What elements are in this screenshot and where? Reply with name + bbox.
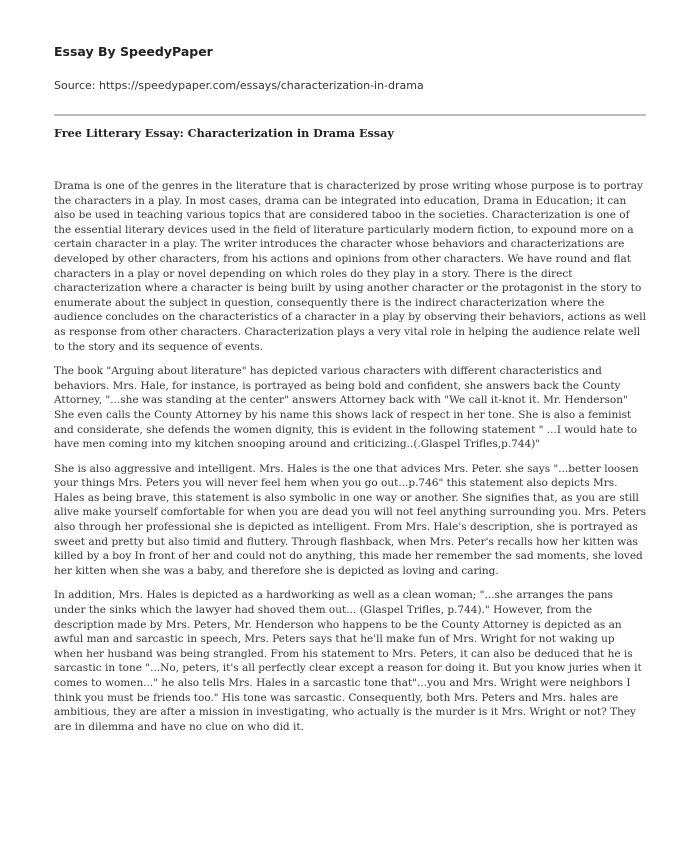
essay-title: Free Litterary Essay: Characterization in Drama Essay [54, 126, 394, 140]
essay-paragraph-2: The book "Arguing about literature" has depicted various characters with different characteristics and behaviors. Mrs. Hale, for instance, is portrayed as being bold and confident, she answers back the County Attorney, "...she was standing at the center" answers Attorney back with "We call it-knot it. Mr. Henderson" She even calls the County Attorney by his name this shows lack of respect in her tone. She is also a feminist and considerate, she defends the women dignity, this is evident in the following statement " ...I would hate to have men coming into my kitchen snooping around and criticizing..(.Glaspel Trifles,p.744)" [54, 365, 638, 451]
essay-paragraph-1: Drama is one of the genres in the literature that is characterized by prose writing whose purpose is to portray the characters in a play. In most cases, drama can be integrated into education, Drama in Education; it can also be used in teaching various topics that are considered taboo in the societies. Characterization is one of the essential literary devices used in the field of literature particularly modern fiction, to expound more on a certain character in a play. The writer introduces the character whose behaviors and characterizations are developed by other characters, from his actions and opinions from other characters. We have round and flat characters in a play or novel depending on which roles do they play in a story. There is the direct characterization where a character is being built by using another character or the protagonist in the story to enumerate about the subject in question, consequently there is the indirect characterization where the audience concludes on the characteristics of a character in a play by observing their behaviors, actions as well as response from other characters. Characterization plays a very vital role in helping the audience relate well to the story and its sequence of events. [54, 180, 646, 353]
header-divider [54, 114, 646, 116]
source-line: Source: https://speedypaper.com/essays/characterization-in-drama [54, 79, 424, 92]
essay-paragraph-4: In addition, Mrs. Hales is depicted as a hardworking as well as a clean woman; "...she arranges the pans under the sinks which the lawyer had shoved them out... (Glaspel Trifles, p.744)." However, from the description made by Mrs. Peters, Mr. Henderson who happens to be the County Attorney is depicted as an awful man and sarcastic in speech, Mrs. Peters says that he'll make fun of Mrs. Wright for not waking up when her husband was being strangled. From his statement to Mrs. Peters, it can also be deduced that he is sarcastic in tone "...No, peters, it's all perfectly clear except a reason for doing it. But you know juries when it comes to women..." he also tells Mrs. Hales in a sarcastic tone that"...you and Mrs. Wright were neighbors I think you must be friends too." His tone was sarcastic. Consequently, both Mrs. Peters and Mrs. hales are ambitious, they are after a mission in investigating, who actually is the murder is it Mrs. Wright or not? They are in dilemma and have no clue on who did it. [54, 589, 642, 733]
essay-paragraph-3: She is also aggressive and intelligent. Mrs. Hales is the one that advices Mrs. Peter. she says "...better loosen your things Mrs. Peters you will never feel hem when you go out...p.746" this statement also depicts Mrs. Hales as being brave, this statement is also symbolic in one way or another. She signifies that, as you are still alive make yourself comfortable for when you are dead you will not feel anything surrounding you. Mrs. Peters also through her professional she is depicted as intelligent. From Mrs. Hale's description, she is portrayed as sweet and pretty but also timid and fluttery. Through flashback, when Mrs. Peter's recalls how her kitten was killed by a boy In front of her and could not do anything, this made her remember the sad moments, she loved her kitten when she was a baby, and therefore she is depicted as loving and caring. [54, 462, 647, 577]
brand-title: Essay By SpeedyPaper [54, 44, 213, 59]
